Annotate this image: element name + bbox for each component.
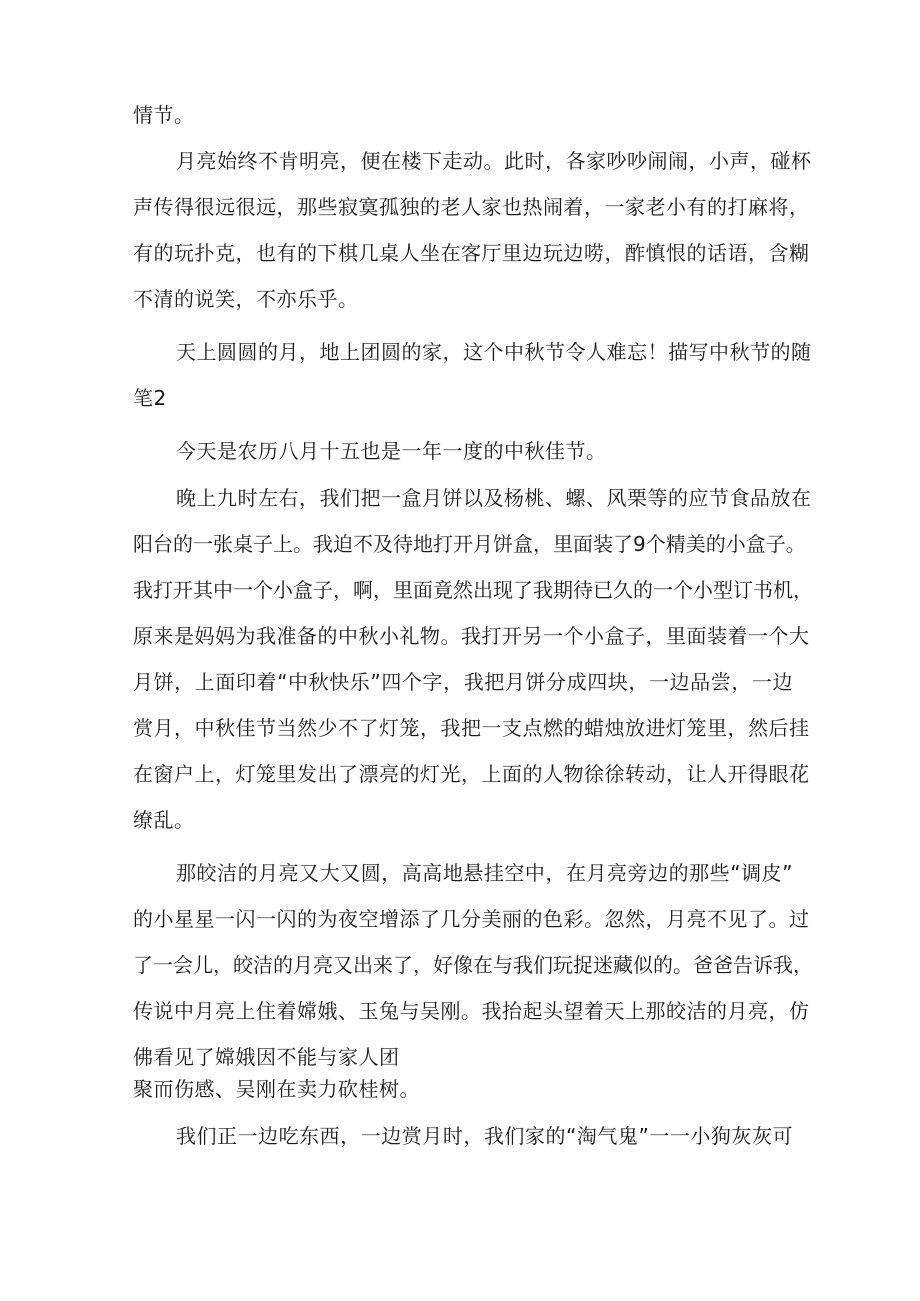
text-line: 晚上九时左右，我们把一盒月饼以及杨桃、螺、风栗等的应节食品放在 [176, 486, 812, 510]
text-line: 我们正一边吃东西，一边赏月时，我们家的“淘气鬼”一一小狗灰灰可 [176, 1124, 793, 1148]
text-line: 天上圆圆的月，地上团圆的家，这个中秋节令人难忘！描写中秋节的随 [176, 340, 812, 364]
text-line: 有的玩扑克，也有的下棋几桌人坐在客厅里边玩边唠，酢慎恨的话语，含糊 [133, 241, 810, 265]
text-line: 月亮始终不肯明亮，便在楼下走动。此时，各家吵吵闹闹，小声，碰杯 [176, 149, 812, 173]
text-line: 传说中月亮上住着嫦娥、玉兔与吴刚。我抬起头望着天上那皎洁的月亮，仿 [133, 999, 810, 1023]
text-line: 了一会儿，皎洁的月亮又出来了，好像在与我们玩捉迷藏似的。爸爸告诉我， [133, 953, 813, 977]
text-line: 笔2 [133, 386, 167, 410]
text-line: 声传得很远很远，那些寂寞孤独的老人家也热闹着，一家老小有的打麻将， [133, 195, 810, 219]
text-line: 不清的说笑，不亦乐乎。 [133, 287, 359, 311]
text-line: 的小星星一闪一闪的为夜空增添了几分美丽的色彩。忽然，月亮不见了。过 [133, 907, 810, 931]
text-line: 缭乱。 [133, 808, 195, 832]
text-line: 情节。 [133, 103, 195, 127]
text-line: 月饼，上面印着“中秋快乐”四个字，我把月饼分成四块，一边品尝，一边 [133, 670, 793, 694]
text-line: 在窗户上，灯笼里发出了漂亮的灯光，上面的人物徐徐转动，让人开得眼花 [133, 762, 810, 786]
text-line: 赏月，中秋佳节当然少不了灯笼，我把一支点燃的蜡烛放进灯笼里，然后挂 [133, 716, 810, 740]
text-line: 我打开其中一个小盒子，啊，里面竟然出现了我期待已久的一个小型订书机， [133, 578, 813, 602]
text-line: 佛看见了嫦娥因不能与家人团 [133, 1045, 400, 1069]
text-line: 原来是妈妈为我准备的中秋小礼物。我打开另一个小盒子，里面装着一个大 [133, 624, 810, 648]
text-line: 今天是农历八月十五也是一年一度的中秋佳节。 [176, 439, 607, 463]
text-line: 那皎洁的月亮又大又圆，高高地悬挂空中，在月亮旁边的那些“调皮” [176, 861, 793, 885]
text-line: 阳台的一张桌子上。我迫不及待地打开月饼盒，里面装了9个精美的小盒子。 [133, 532, 806, 556]
text-line: 聚而伤感、吴刚在卖力砍桂树。 [133, 1077, 420, 1101]
